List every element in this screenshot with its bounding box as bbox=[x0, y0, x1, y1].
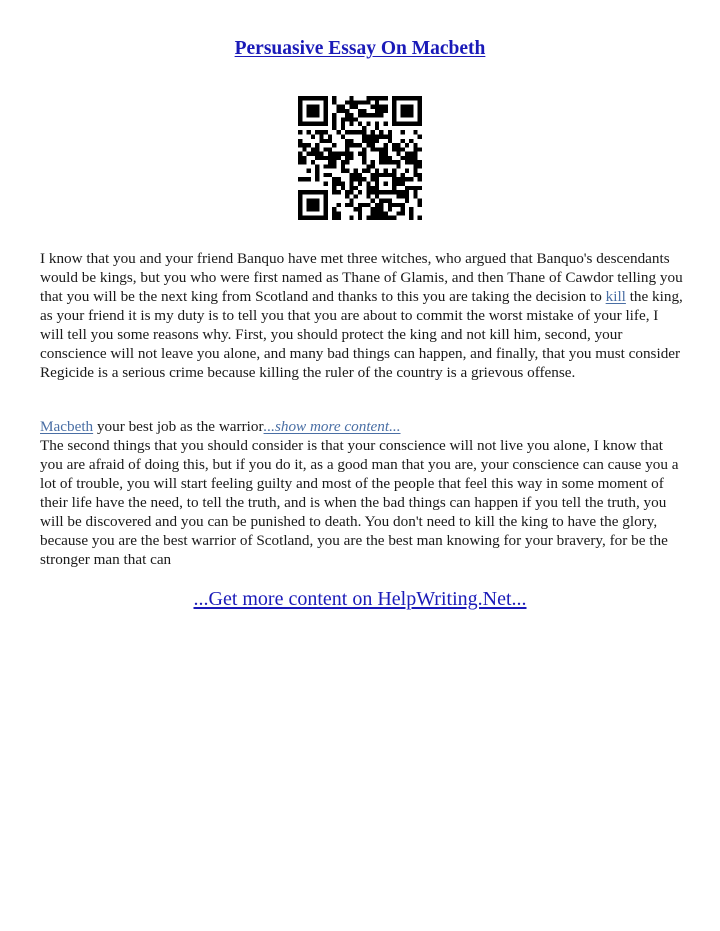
essay-paragraph-1 bbox=[40, 249, 685, 382]
qr-code-graphic bbox=[298, 96, 422, 220]
paragraph-1-text-end: the king, as your friend it is my duty is to tell you that you are about to commit the worst mistake of your life, I will tell you some reasons why. First, you should protect the king and not kill him, second, your conscience will not leave you alone, and many bad things can happen, and finally, that you must consider Regicide is a serious crime because killing the ruler of the country is a grievous offense. bbox=[40, 288, 683, 381]
page-title-link[interactable]: Persuasive Essay On Macbeth bbox=[234, 38, 486, 59]
qr-code-icon bbox=[298, 96, 422, 220]
kill-link[interactable]: kill bbox=[605, 288, 626, 305]
paragraph-2-lead-text: your best job as the warrior bbox=[93, 418, 264, 435]
essay-paragraph-2 bbox=[40, 417, 685, 569]
macbeth-link[interactable]: Macbeth bbox=[40, 418, 94, 435]
get-more-content-link[interactable]: ...Get more content on HelpWriting.Net... bbox=[193, 588, 527, 610]
paragraph-2-body: The second things that you should consider is that your conscience will not live you alone, I know that you are afraid of doing this, but if you do it, as a good man that you are, your conscience can cause you a lot of trouble, you will start feeling guilty and most of the people that feel this way in some moment of their life have the need, to tell the truth, and is when the bad things can happen if you tell the truth, you will be discovered and you can be punished to death. You don't need to kill the king to have the glory, because you are the best warrior of Scotland, you are the best man knowing for your bravery, for be the stronger man that can bbox=[40, 437, 679, 568]
show-more-link[interactable]: ...show more content... bbox=[263, 418, 401, 435]
paragraph-1-text-start: I know that you and your friend Banquo have met three witches, who argued that Banquo's descendants would be kings, but you who were first named as Thane of Glamis, and then Thane of Cawdor telling you that you will be the next king from Scotland and thanks to this you are taking the decision to bbox=[40, 250, 683, 305]
